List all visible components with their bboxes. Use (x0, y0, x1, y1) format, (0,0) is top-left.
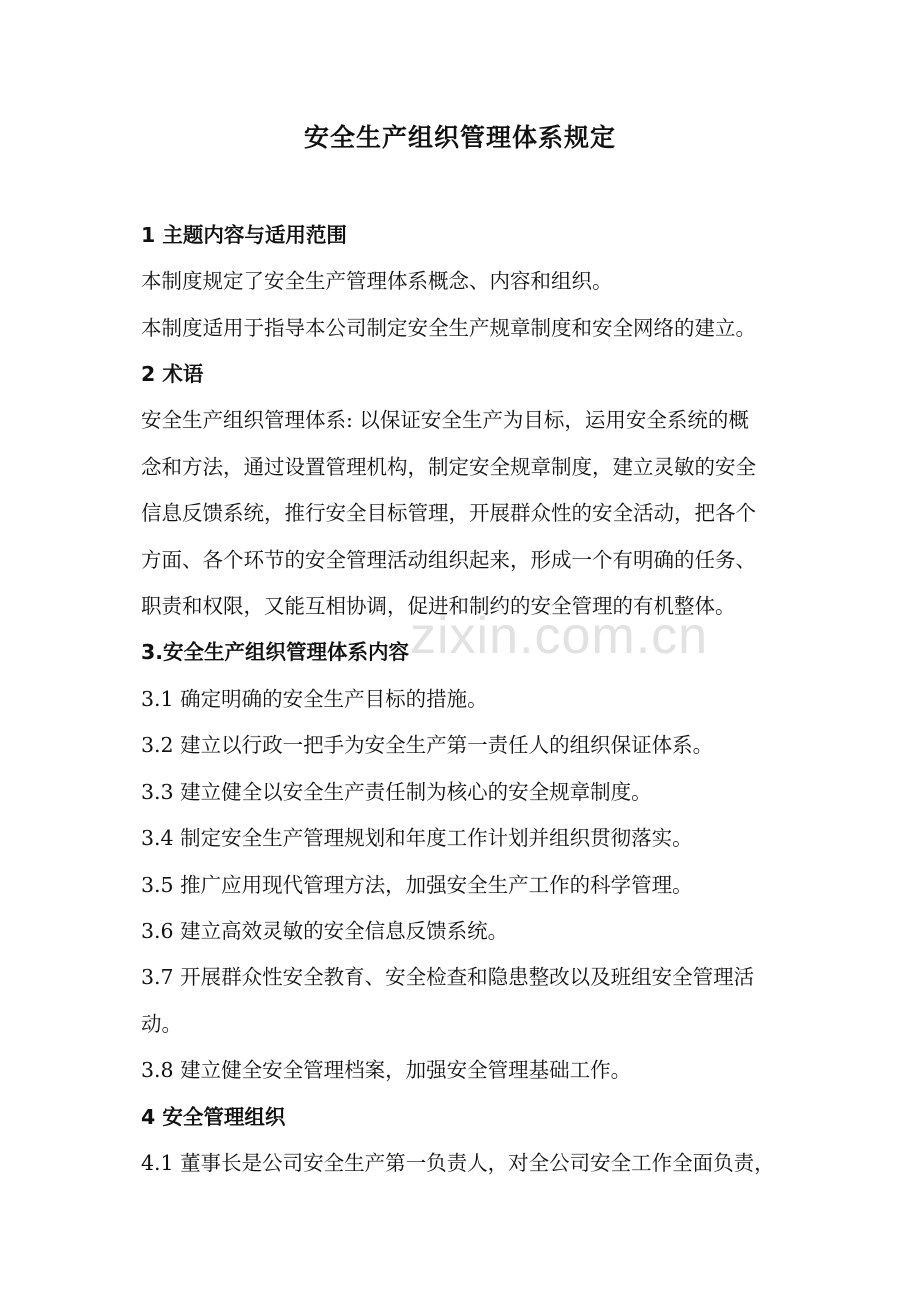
section-3-item: 3.7 开展群众性安全教育、安全检查和隐患整改以及班组安全管理活 (141, 965, 755, 989)
section-3-item: 3.6 建立高效灵敏的安全信息反馈系统。 (141, 919, 509, 943)
document-title: 安全生产组织管理体系规定 (303, 123, 616, 152)
section-2-line: 方面、各个环节的安全管理活动组织起来，形成一个有明确的任务、 (141, 548, 756, 572)
section-1-paragraph-1: 本制度规定了安全生产管理体系概念、内容和组织。 (141, 269, 613, 293)
section-2-line: 职责和权限，又能互相协调，促进和制约的安全管理的有机整体。 (141, 594, 736, 618)
section-3-item: 3.4 制定安全生产管理规划和年度工作计划并组织贯彻落实。 (141, 826, 693, 850)
section-2-line: 念和方法，通过设置管理机构，制定安全规章制度，建立灵敏的安全 (141, 455, 756, 479)
section-2-line: 安全生产组织管理体系: 以保证安全生产为目标，运用安全系统的概 (141, 408, 749, 432)
section-3-heading: 3.安全生产组织管理体系内容 (141, 640, 410, 664)
section-3-item: 3.8 建立健全安全管理档案，加强安全管理基础工作。 (141, 1058, 632, 1082)
section-1-heading: 1 主题内容与适用范围 (141, 223, 347, 247)
section-4-item: 4.1 董事长是公司安全生产第一负责人，对全公司安全工作全面负责， (141, 1151, 775, 1175)
section-1-paragraph-2: 本制度适用于指导本公司制定安全生产规章制度和安全网络的建立。 (141, 316, 756, 340)
section-3-item: 3.5 推广应用现代管理方法，加强安全生产工作的科学管理。 (141, 873, 693, 897)
section-2-heading: 2 术语 (141, 362, 204, 386)
section-3-item-continued: 动。 (141, 1012, 182, 1036)
watermark-text: zixin.com.cn (410, 607, 709, 665)
section-2-line: 信息反馈系统，推行安全目标管理，开展群众性的安全活动，把各个 (141, 501, 756, 525)
section-4-heading: 4 安全管理组织 (141, 1105, 286, 1129)
section-3-item: 3.1 确定明确的安全生产目标的措施。 (141, 687, 488, 711)
section-3-item: 3.2 建立以行政一把手为安全生产第一责任人的组织保证体系。 (141, 733, 714, 757)
section-3-item: 3.3 建立健全以安全生产责任制为核心的安全规章制度。 (141, 780, 652, 804)
